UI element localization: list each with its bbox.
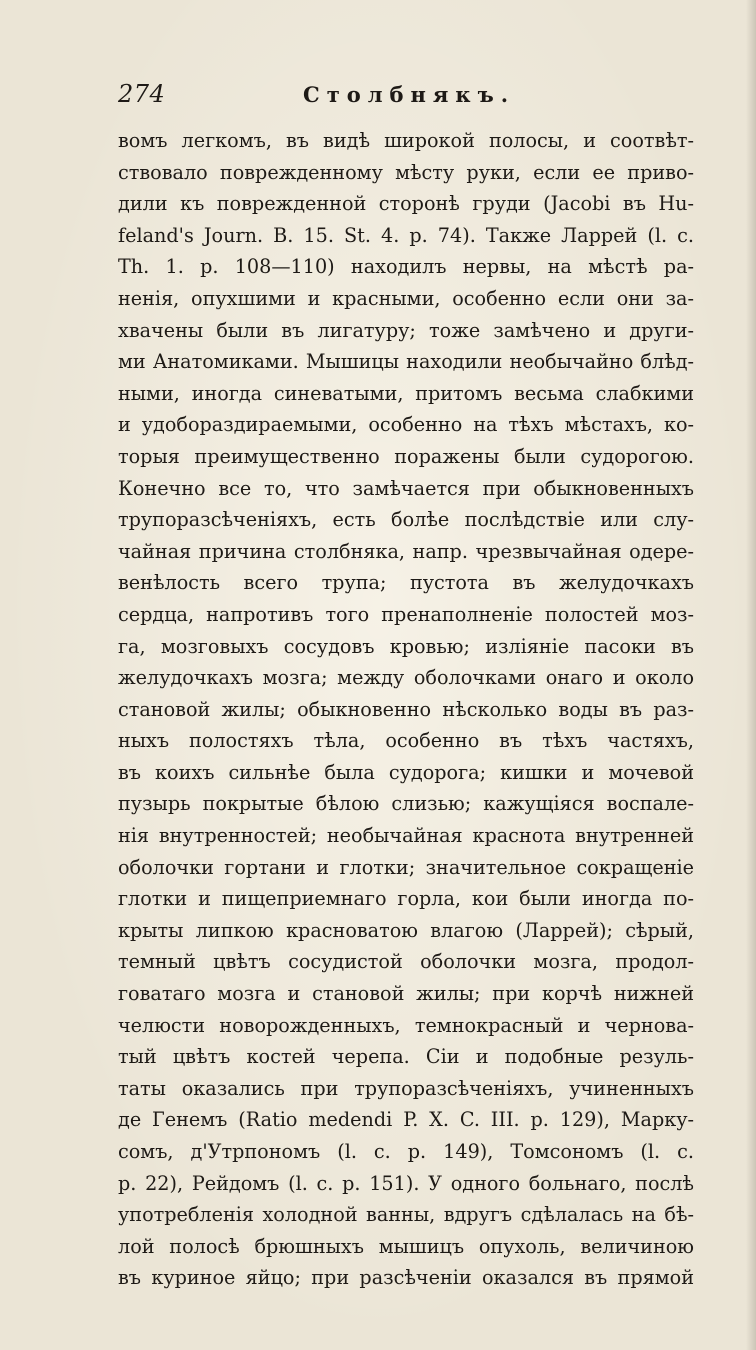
text-line: оболочки гортани и глотки; значительное сокращеніе [118,855,694,879]
text-line: употребленія холодной ванны, вдругъ сдѣлалась на бѣ- [118,1203,694,1227]
text-line: крыты липкою красноватою влагою (Ларрей); сѣрый, [118,918,694,942]
text-line: ненія, опухшими и красными, особенно если они за- [118,286,694,310]
page-edge-shadow [746,0,756,1350]
text-line: въ куриное яйцо; при разсѣченіи оказался въ прямой [118,1266,694,1290]
text-line: тый цвѣтъ костей черепа. Сіи и подобные резуль- [118,1045,694,1069]
text-line: хвачены были въ лигатуру; тоже замѣчено и други- [118,318,694,342]
text-line: га, мозговыхъ сосудовъ кровью; изліяніе пасоки въ [118,634,694,658]
text-line: торыя преимущественно поражены были судорогою. [118,444,694,468]
page-number: 274 [118,80,166,108]
text-line: чайная причина столбняка, напр. чрезвычайная одере- [118,539,694,563]
text-line: Конечно все то, что замѣчается при обыкновенныхъ [118,476,694,500]
text-line: глотки и пищеприемнаго горла, кои были иногда по- [118,887,694,911]
text-line: p. 22), Рейдомъ (l. c. p. 151). У одного больнаго, послѣ [118,1171,694,1195]
text-line: темный цвѣтъ сосудистой оболочки мозга, продол- [118,950,694,974]
text-line: нія внутренностей; необычайная краснота внутренней [118,824,694,848]
text-line: ми Анатомиками. Мышицы находили необычайно блѣд- [118,350,694,374]
text-line: трупоразсѣченіяхъ, есть болѣе послѣдствіе или слу- [118,508,694,532]
text-line: таты оказались при трупоразсѣченіяхъ, учиненныхъ [118,1076,694,1100]
text-line: челюсти новорожденныхъ, темнокрасный и чернова- [118,1013,694,1037]
text-line: въ коихъ сильнѣе была судорога; кишки и мочевой [118,760,694,784]
text-line: становой жилы; обыкновенно нѣсколько воды въ раз- [118,697,694,721]
running-head: Столбнякъ. [303,82,516,107]
text-line: и удобораздираемыми, особенно на тѣхъ мѣстахъ, ко- [118,413,694,437]
text-line: пузырь покрытые бѣлою слизью; кажущіяся воспале- [118,792,694,816]
text-line: Th. 1. p. 108—110) находилъ нервы, на мѣстѣ ра- [118,255,694,279]
text-line: feland's Journ. B. 15. St. 4. p. 74). Также Ларрей (l. c. [118,223,694,247]
text-line: лой полосѣ брюшныхъ мышицъ опухоль, величиною [118,1234,694,1258]
text-line: ствовало поврежденному мѣсту руки, если ее приво- [118,160,694,184]
text-line: ными, иногда синеватыми, притомъ весьма слабкими [118,381,694,405]
body-text [118,125,694,1294]
text-line: де Генемъ (Ratio medendi P. X. C. III. p. 129), Марку- [118,1108,694,1132]
text-line: венѣлость всего трупа; пустота въ желудочкахъ [118,571,694,595]
text-line: желудочкахъ мозга; между оболочками онаго и около [118,666,694,690]
text-line: дили къ поврежденной сторонѣ груди (Jacobi въ Hu- [118,192,694,216]
text-line: сердца, напротивъ того пренаполненіе полостей моз- [118,602,694,626]
text-line: вомъ легкомъ, въ видѣ широкой полосы, и соотвѣт- [118,129,694,152]
page-header [118,80,693,120]
text-line: сомъ, д'Утрпономъ (l. c. p. 149), Томсономъ (l. c. [118,1140,694,1163]
text-line: ныхъ полостяхъ тѣла, особенно въ тѣхъ частяхъ, [118,729,694,753]
text-line: говатаго мозга и становой жилы; при корчѣ нижней [118,982,694,1006]
